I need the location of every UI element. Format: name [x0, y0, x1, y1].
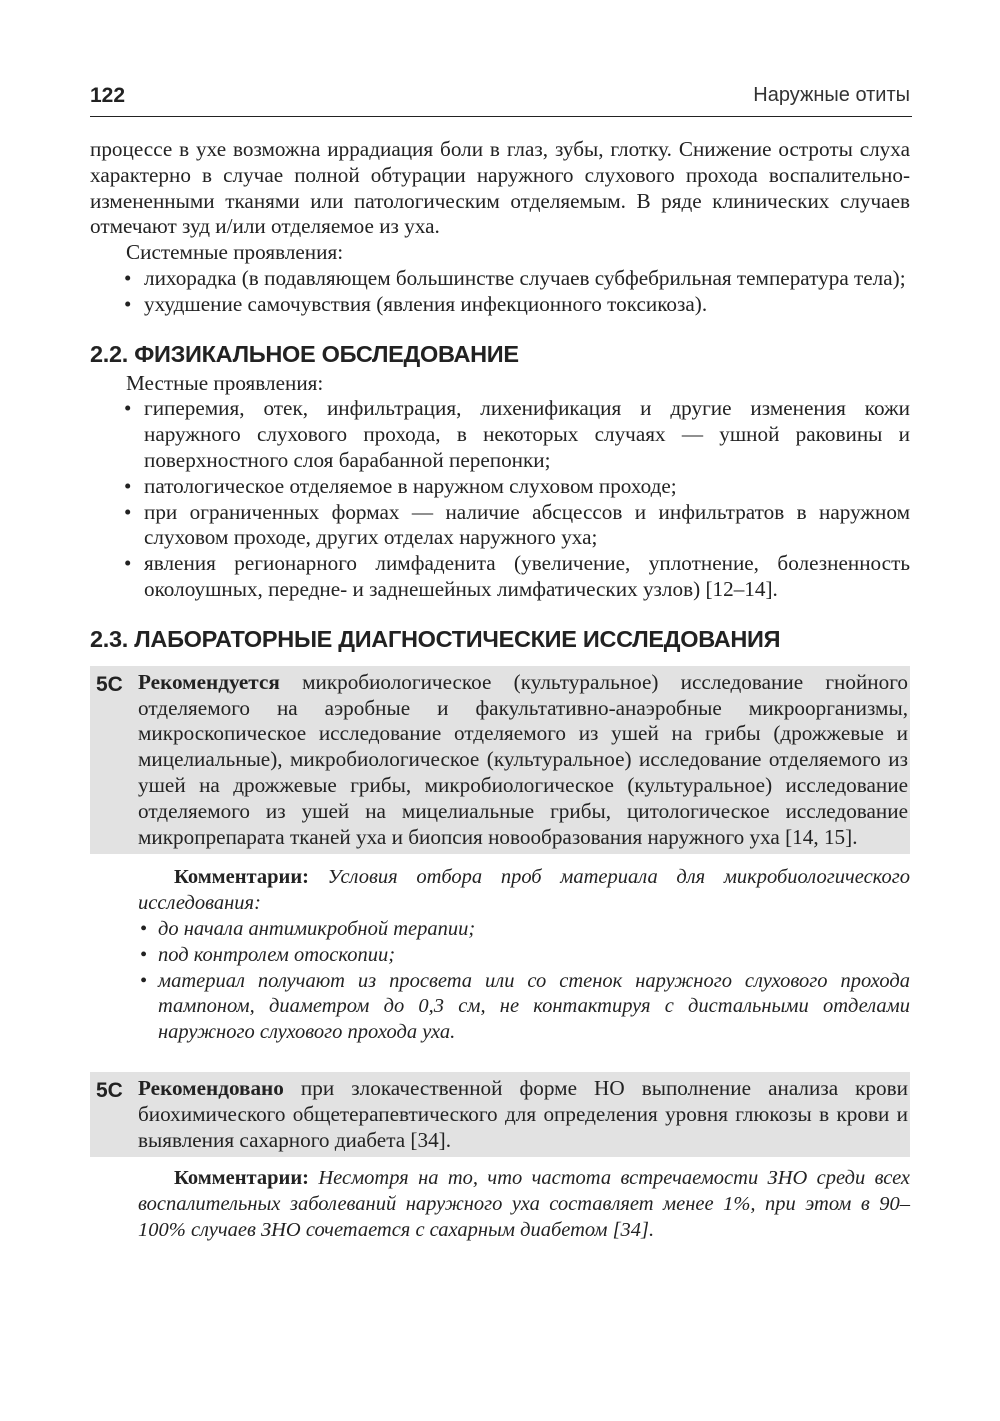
comment-block-2: [90, 1166, 910, 1243]
local-list: [90, 396, 910, 602]
recommendation-text: [138, 670, 908, 851]
evidence-level-badge: 5C: [96, 1078, 123, 1102]
systemic-list: [90, 266, 910, 318]
list-item: • материал получают из просвета или со стенок наружного слухового прохода тампоном, диаметром до 0,3 см, не контактируя с дистальными отделами наружного слухового прохода уха.: [138, 969, 910, 1046]
local-label: Местные проявления:: [126, 370, 324, 395]
list-item: • явления регионарного лимфаденита (увеличение, уплотнение, болезненность околоушных, передне- и заднешейных лимфатических узлов) [12–14].: [90, 551, 910, 603]
systemic-label: Системные проявления:: [126, 240, 344, 265]
list-item: • лихорадка (в подавляющем большинстве случаев субфебрильная температура тела);: [90, 266, 910, 292]
section-heading-2-3: 2.3. ЛАБОРАТОРНЫЕ ДИАГНОСТИЧЕСКИЕ ИССЛЕДОВАНИЯ: [90, 625, 781, 652]
recommendation-body: при злокачественной форме НО выполнение анализа крови биохимического общетерапевтического для определения уровня глюкозы в крови и выявления сахарного диабета [34].: [138, 1075, 908, 1152]
comment-label: Комментарии:: [174, 866, 309, 889]
recommendation-body: микробиологическое (культуральное) исследование гнойного отделяемого на аэробные и факультативно-анаэробные микроорганизмы, микроскопическое исследование отделяемого из ушей на грибы (дрожжевые и мицелиальные), микробиологическое (культуральное) исследование отделяемого из ушей на дрожжевые грибы, микробиологическое (культуральное) исследование отделяемого из ушей на мицелиальные грибы, цитологическое исследование микропрепарата тканей уха и биопсия новообразования наружного уха [14, 15].: [138, 669, 908, 849]
list-item: • при ограниченных формах — наличие абсцессов и инфильтратов в наружном слуховом проходе, других отделах наружного уха;: [90, 500, 910, 552]
page-body: [90, 137, 910, 1244]
recommendation-box-2: [90, 1072, 910, 1157]
recommendation-lead: Рекомендуется: [138, 669, 280, 694]
recommendation-text: [138, 1076, 908, 1153]
evidence-level-badge: 5C: [96, 672, 123, 696]
intro-paragraph: процессе в ухе возможна иррадиация боли в глаз, зубы, глотку. Снижение остроты слуха характерно в случае полной обтурации наружного слухового прохода воспалительно-измененными тканями или патологическим отделяемым. В ряде клинических случаев отмечают зуд и/или отделяемое из уха.: [90, 137, 910, 239]
list-item: • до начала антимикробной терапии;: [138, 917, 910, 943]
list-item: • под контролем отоскопии;: [138, 943, 910, 969]
recommendation-lead: Рекомендовано: [138, 1075, 284, 1100]
comment-paragraph: [138, 1166, 910, 1243]
comment-text: Несмотря на то, что частота встречаемости ЗНО среди всех воспалительных заболеваний наружного уха составляет менее 1%, при этом в 90–100% случаев ЗНО сочетается с сахарным диабетом [34].: [138, 1167, 910, 1241]
section-heading-2-2: 2.2. ФИЗИКАЛЬНОЕ ОБСЛЕДОВАНИЕ: [90, 340, 519, 367]
list-item: • патологическое отделяемое в наружном слуховом проходе;: [90, 474, 910, 500]
page-header: [90, 84, 912, 117]
comment-block-1: [90, 865, 910, 1046]
page-number: 122: [90, 84, 126, 107]
comment-label: Комментарии:: [174, 1167, 309, 1190]
recommendation-box-1: [90, 666, 910, 855]
comment-text: Условия отбора проб материала для микробиологического исследования:: [138, 866, 910, 915]
list-item: • гиперемия, отек, инфильтрация, лихенификация и другие изменения кожи наружного слухового прохода, в некоторых случаях — ушной раковины и поверхностного слоя барабанной перепонки;: [90, 396, 910, 473]
comment-list: [138, 917, 910, 1046]
comment-paragraph: [138, 865, 910, 917]
list-item: • ухудшение самочувствия (явления инфекционного токсикоза).: [90, 292, 910, 318]
running-title: Наружные отиты: [753, 84, 910, 106]
